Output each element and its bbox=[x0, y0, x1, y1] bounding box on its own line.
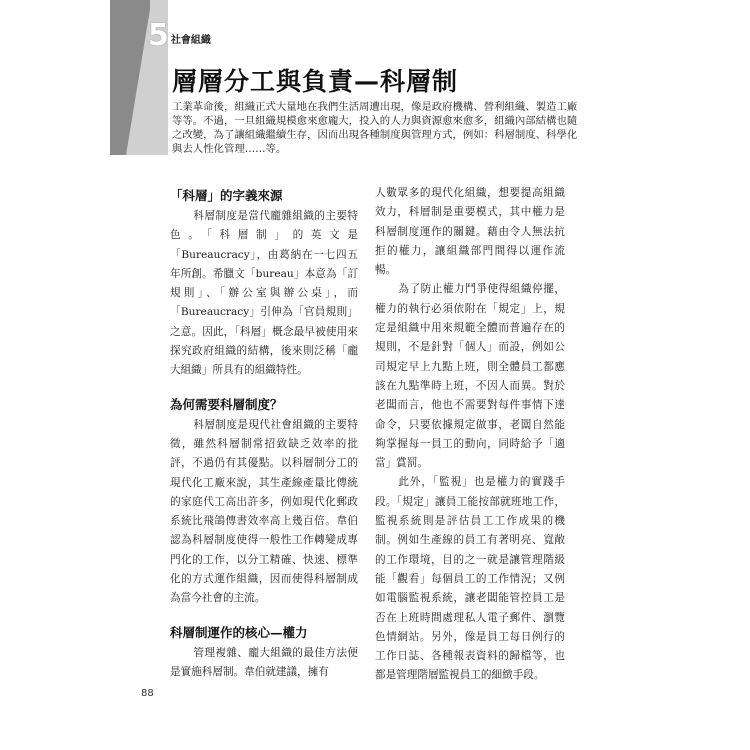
section-heading-power: 科層制運作的核心—權力 bbox=[170, 624, 308, 640]
paragraph-continuation: 人數眾多的現代化組織，想要提高組織效力，科層制是重要模式，其中權力是科層制度運作的關鍵。藉由令人無法抗拒的權力，讓組織部門間得以運作流暢。 bbox=[375, 187, 565, 277]
paragraph-start: 管理複雜、龐大組織的最佳方法便是實施科層制。韋伯就建議，擁有 bbox=[170, 646, 358, 678]
section-heading-why: 為何需要科層制度？ bbox=[170, 396, 283, 412]
section-paragraph-continued bbox=[375, 184, 565, 280]
chapter-marker bbox=[148, 18, 211, 53]
right-column bbox=[375, 184, 565, 686]
section-paragraph: 科層制度是當代龐雜組織的主要特色。「科層制」的英文是「Bureaucracy」，由葛納在一七四五年所創。希臘文「bureau」本意為「訂規則」、「辦公室與辦公桌」，而「Bureaucracy」引伸為「官員規則」之意。因此，「科層」概念最早被使用來探究政府組織的結構，後來則泛稱「龐大組織」所具有的組織特性。 bbox=[170, 210, 358, 377]
section-paragraph: 為了防止權力鬥爭使得組織停擺，權力的執行必須依附在「規定」上，規定是組織中用來規範全體而普遍存在的規則，不是針對「個人」而設，例如公司規定早上九點上班，則全體員工都應該在九點準時上班，不因人而異。對於老闆而言，他也不需要對每件事情下達命令，只要依據規定做事，老闆自然能夠掌握每一員工的動向，同時給予「適當」賞罰。 bbox=[375, 283, 565, 470]
page-number: 88 bbox=[141, 688, 154, 699]
left-column bbox=[170, 186, 358, 682]
section-gap bbox=[170, 381, 358, 395]
section-paragraph: 科層制度是現代社會組織的主要特徵，雖然科層制常招致缺乏效率的批評，不過仍有其優點。以科層制分工的現代化工廠來說，其生產線產量比傳統的家庭代工高出許多，例如現代化郵政系統比飛鴿傳書效率高上幾百倍。韋伯認為科層制度使得一般性工作轉變成專門化的工作，以分工精確、快速、標準化的方式運作組織，因而使得科層制成為當今社會的主流。 bbox=[170, 418, 358, 605]
section-paragraph bbox=[170, 644, 358, 683]
page-title: 層層分工與負責—科層制 bbox=[172, 67, 459, 96]
chapter-number: 5 bbox=[148, 18, 169, 53]
intro-paragraph: 工業革命後，組織正式大量地在我們生活周遭出現，像是政府機構、營利組織、製造工廠等等。不過，一旦組織規模愈來愈龐大，投入的人力與資源愈來愈多，組織內部結構也隨之改變，為了讓組織繼續生存，因而出現各種制度與管理方式，例如：科層制度、科學化與去人性化管理……等。 bbox=[172, 101, 578, 155]
chapter-label: 社會組織 bbox=[170, 35, 211, 46]
section-heading-origin: 「科層」的字義來源 bbox=[170, 188, 283, 203]
section-paragraph: 此外，「監視」也是權力的實踐手段。「規定」讓員工能按部就班地工作，監視系統則是評估員工工作成果的機制。例如生產線的員工有著明亮、寬敞的工作環境，目的之一就是讓管理階級能「觀看」每個員工的工作情況；又例如電腦監視系統，讓老闆能管控員工是否在上班時間處理私人電子郵件、瀏覽色情網站。另外，像是員工每日例行的工作日誌、各種報表資料的歸檔等，也都是管理階層監視員工的細緻手段。 bbox=[375, 476, 565, 682]
section-gap bbox=[170, 609, 358, 623]
